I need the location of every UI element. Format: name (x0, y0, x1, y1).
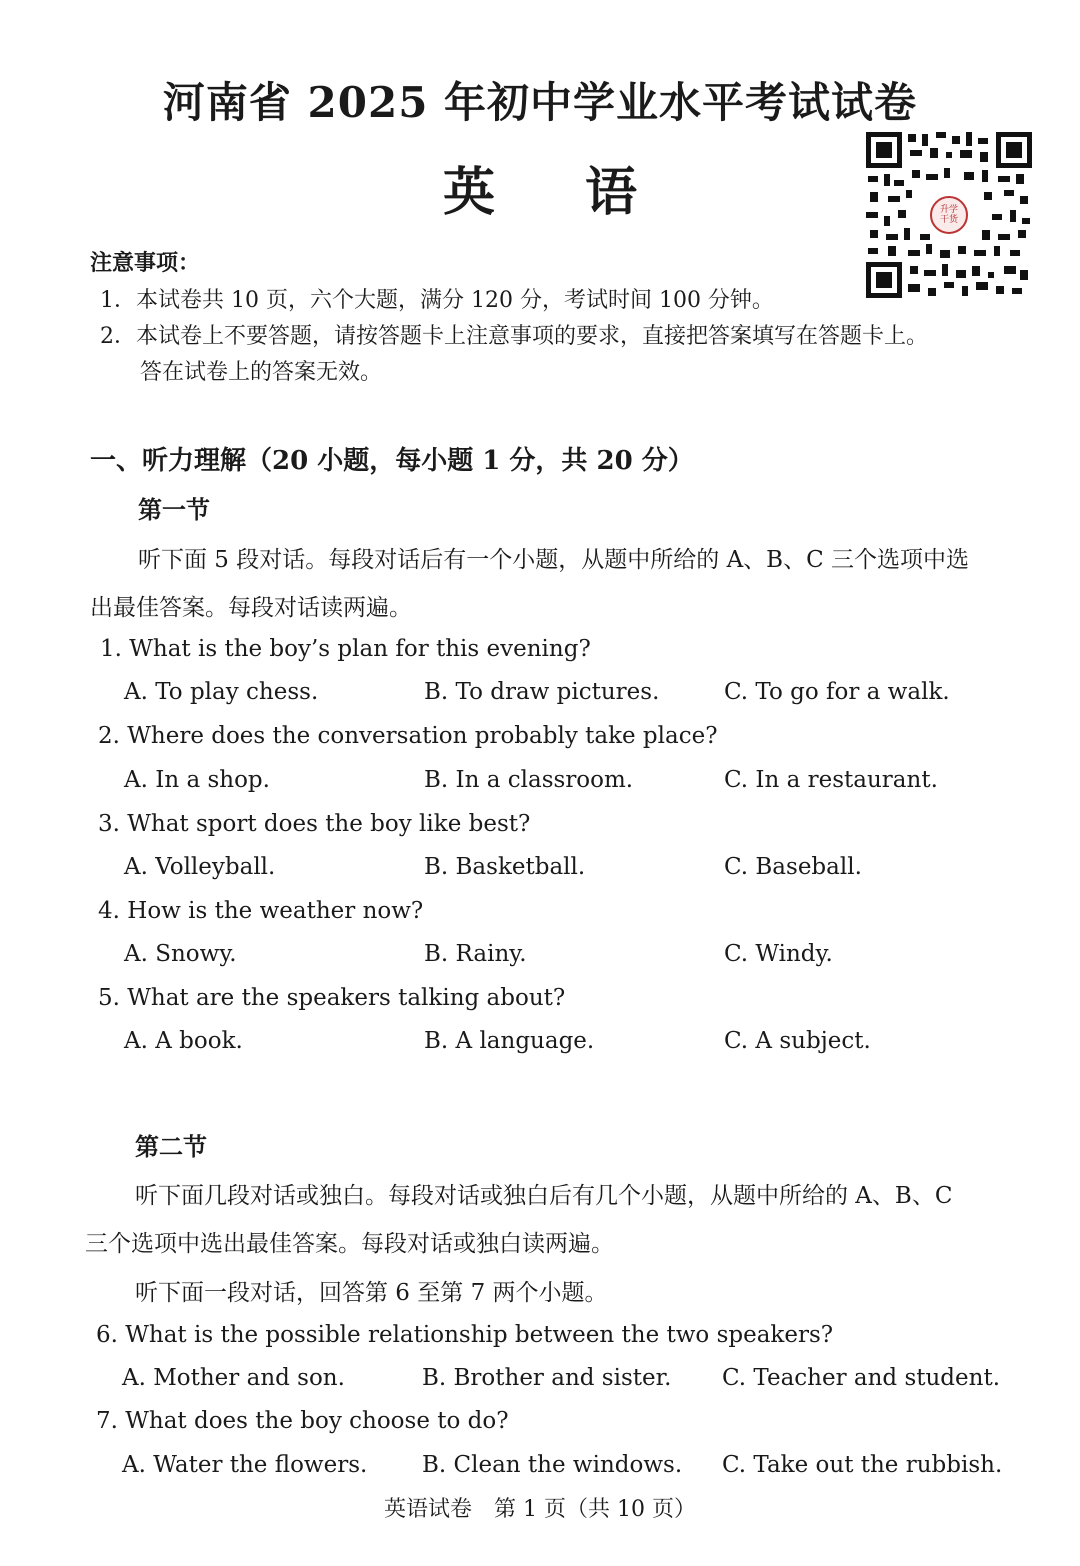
q5-option-a: A. A book. (124, 1028, 243, 1054)
q3-option-c: C. Baseball. (724, 854, 862, 880)
q4-option-c: C. Windy. (724, 941, 833, 967)
q2-option-c: C. In a restaurant. (724, 767, 938, 793)
qr-badge-label: 升学干货 (939, 205, 958, 225)
notice-item-1: 1．本试卷共 10 页，六个大题，满分 120 分，考试时间 100 分钟。 (100, 288, 774, 313)
q3-option-b: B. Basketball. (424, 854, 586, 880)
q1-option-c: C. To go for a walk. (724, 679, 950, 705)
q3-option-a: A. Volleyball. (124, 854, 276, 880)
q5-option-b: B. A language. (424, 1028, 595, 1054)
q6-option-b: B. Brother and sister. (422, 1365, 672, 1391)
q6-option-c: C. Teacher and student. (722, 1365, 1001, 1391)
q5-option-c: C. A subject. (724, 1028, 871, 1054)
question-1: 1. What is the boy’s plan for this evening? (100, 636, 591, 662)
question-7: 7. What does the boy choose to do? (96, 1408, 509, 1434)
q7-option-b: B. Clean the windows. (422, 1452, 683, 1478)
question-2: 2. Where does the conversation probably take place? (98, 723, 718, 749)
q6-option-a: A. Mother and son. (122, 1365, 345, 1391)
question-5: 5. What are the speakers talking about? (98, 985, 566, 1011)
part-1-label: 第一节 (138, 495, 210, 524)
page-footer: 英语试卷 第 1 页（共 10 页） (384, 1497, 696, 1522)
section-heading: 一、听力理解（20 小题，每小题 1 分，共 20 分） (90, 446, 694, 476)
q4-option-a: A. Snowy. (124, 941, 237, 967)
notice-heading: 注意事项： (90, 250, 201, 276)
q2-option-b: B. In a classroom. (424, 767, 634, 793)
question-3: 3. What sport does the boy like best? (98, 811, 531, 837)
q7-option-c: C. Take out the rubbish. (722, 1452, 1003, 1478)
q4-option-b: B. Rainy. (424, 941, 527, 967)
subject-title: 英语 (442, 162, 727, 223)
question-4: 4. How is the weather now? (98, 898, 424, 924)
q7-option-a: A. Water the flowers. (122, 1452, 368, 1478)
part-2-instruction-cont: 三个选项中选出最佳答案。每段对话或独白读两遍。 (85, 1231, 614, 1257)
part-1-instruction-cont: 出最佳答案。每段对话读两遍。 (90, 595, 412, 621)
part-2-sub-instruction: 听下面一段对话，回答第 6 至第 7 两个小题。 (135, 1280, 608, 1306)
q1-option-a: A. To play chess. (124, 679, 319, 705)
exam-title: 河南省 2025 年初中学业水平考试试卷 (162, 78, 918, 127)
part-1-instruction: 听下面 5 段对话。每段对话后有一个小题，从题中所给的 A、B、C 三个选项中选 (138, 547, 969, 573)
question-6: 6. What is the possible relationship between the two speakers? (96, 1322, 834, 1348)
notice-item-2: 2．本试卷上不要答题，请按答题卡上注意事项的要求，直接把答案填写在答题卡上。 (100, 324, 928, 349)
part-2-label: 第二节 (135, 1132, 207, 1161)
part-2-instruction: 听下面几段对话或独白。每段对话或独白后有几个小题，从题中所给的 A、B、C (135, 1183, 953, 1209)
notice-item-2-cont: 答在试卷上的答案无效。 (140, 360, 383, 385)
q2-option-a: A. In a shop. (124, 767, 270, 793)
q1-option-b: B. To draw pictures. (424, 679, 660, 705)
